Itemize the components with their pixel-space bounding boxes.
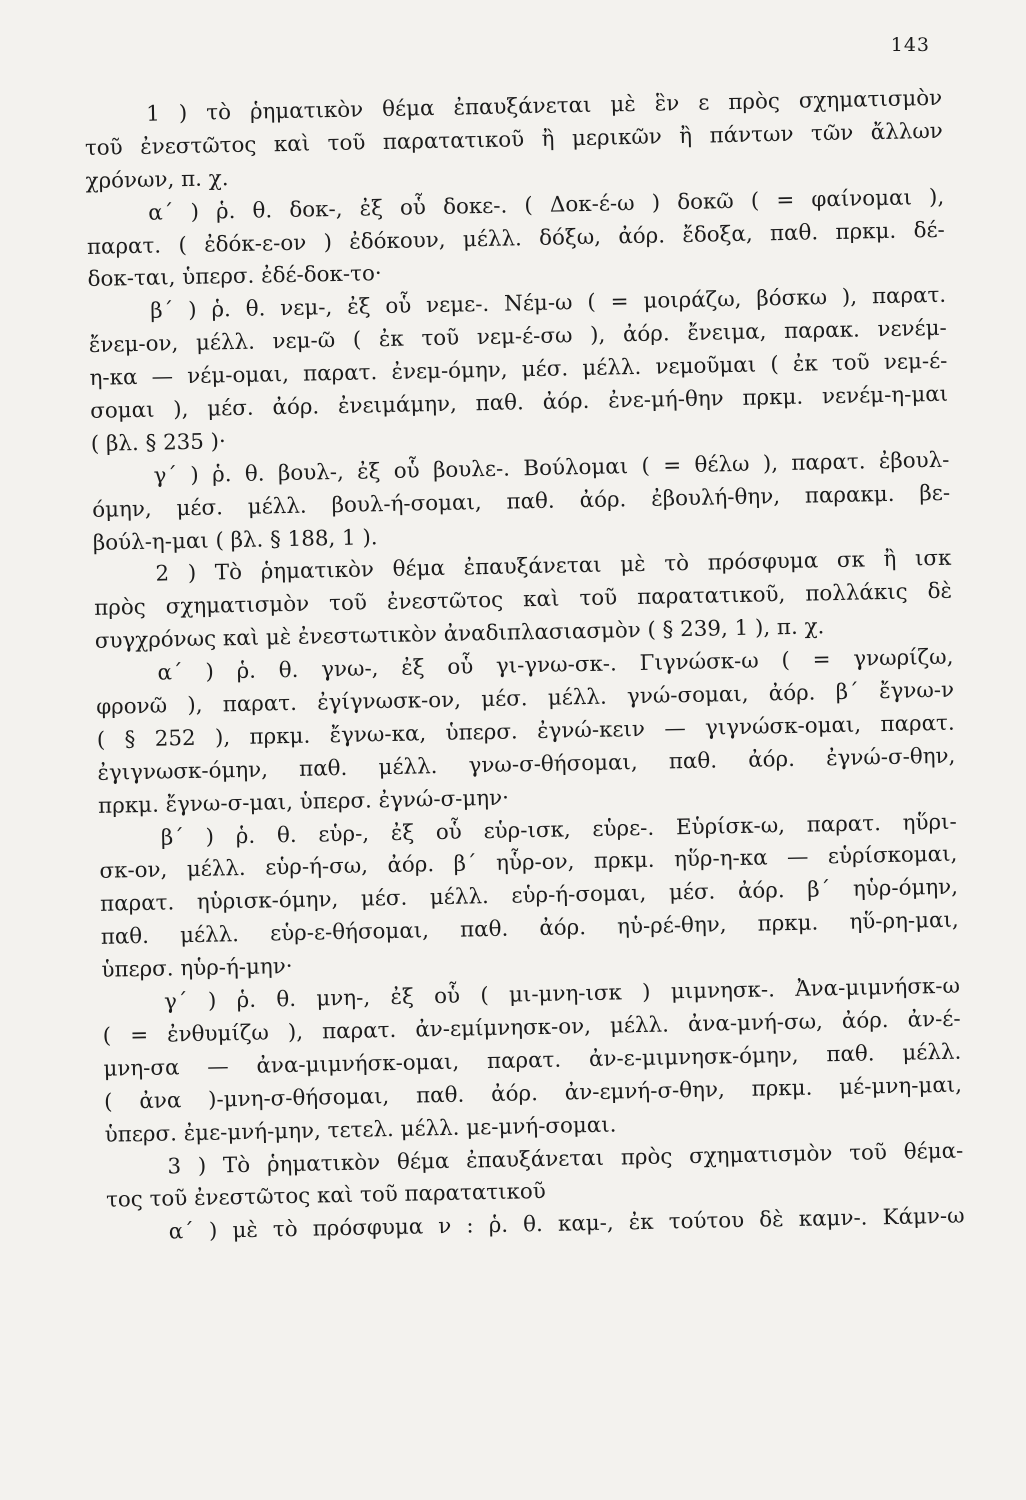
text-line: 2 ) Τὸ ῥηματικὸν θέμα ἐπαυξάνεται μὲ τὸ πρόσφυμα σκ ἢ ισκ — [155, 546, 952, 588]
text-line: χρόνων, π. χ. — [85, 165, 229, 194]
text-line: ἔνεμ-ον, μέλλ. νεμ-ῶ ( ἐκ τοῦ νεμ-έ-σω ), ἀόρ. ἔνειμα, παρακ. νενέμ- — [88, 315, 948, 359]
text-line: 1 ) τὸ ῥηματικὸν θέμα ἐπαυξάνεται μὲ ἓν ε πρὸς σχηματισμὸν — [146, 85, 943, 127]
text-line: όμην, μέσ. μέλλ. βουλ-ή-σομαι, παθ. ἀόρ. ἐβουλή-θην, παρακμ. βε- — [91, 480, 951, 523]
text-line: βούλ-η-μαι ( βλ. § 188, 1 ). — [92, 524, 378, 556]
text-line: ἐγιγνωσκ-όμην, παθ. μέλλ. γνω-σ-θήσομαι, παθ. ἀόρ. ἐγνώ-σ-θην, — [97, 743, 956, 786]
text-line: ( § 252 ), πρκμ. ἔγνω-κα, ὑπερσ. ἐγνώ-κειν — γιγνώσκ-ομαι, παρατ. — [96, 710, 955, 753]
text-line: γ΄ ) ῥ. θ. βουλ-, ἐξ οὗ βουλε-. Βούλομαι ( = θέλω ), παρατ. ἐβουλ- — [153, 447, 950, 489]
text-line: μνη-σα — ἀνα-μιμνήσκ-ομαι, παρατ. ἀν-ε-μιμνησκ-όμην, παθ. μέλλ. — [103, 1039, 962, 1082]
page-number: 143 — [890, 34, 930, 56]
text-line: α΄ ) ῥ. θ. γνω-, ἐξ οὗ γι-γνω-σκ-. Γιγνώσκ-ω ( = γνωρίζω, — [157, 644, 954, 686]
text-line: τος τοῦ ἐνεστῶτος καὶ τοῦ παρατατικοῦ — [105, 1179, 546, 1214]
text-line: η-κα — νέμ-ομαι, παρατ. ἐνεμ-όμην, μέσ. μέλλ. νεμοῦμαι ( ἐκ τοῦ νεμ-έ- — [89, 348, 948, 392]
text-line: α΄ ) ῥ. θ. δοκ-, ἐξ οὗ δοκε-. ( Δοκ-έ-ω ) δοκῶ ( = φαίνομαι ), — [148, 184, 945, 226]
text-line: ὑπερσ. ηὑρ-ή-μην· — [101, 954, 293, 983]
text-line: παθ. μέλλ. εὑρ-ε-θήσομαι, παθ. ἀόρ. ηὑ-ρέ-θην, πρκμ. ηὕ-ρη-μαι, — [100, 907, 959, 951]
text-line: β΄ ) ῥ. θ. νεμ-, ἐξ οὗ νεμε-. Νέμ-ω ( = μοιράζω, βόσκω ), παρατ. — [150, 283, 947, 325]
text-line: συγχρόνως καὶ μὲ ἐνεστωτικὸν ἀναδιπλασιασμὸν ( § 239, 1 ), π. χ. — [94, 614, 825, 655]
text-line: πρὸς σχηματισμὸν τοῦ ἐνεστῶτος καὶ τοῦ παρατατικοῦ, πολλάκις δὲ — [93, 579, 953, 622]
text-line: ( βλ. § 235 )· — [90, 429, 227, 457]
text-line: πρκμ. ἔγνω-σ-μαι, ὑπερσ. ἐγνώ-σ-μην· — [97, 785, 510, 819]
text-line: δοκ-ται, ὑπερσ. ἐδέ-δοκ-το· — [87, 261, 382, 293]
text-line: σκ-ον, μέλλ. εὑρ-ή-σω, ἀόρ. β΄ ηὗρ-ον, πρκμ. ηὕρ-η-κα — εὑρίσκομαι, — [99, 842, 958, 885]
body-text — [84, 83, 965, 1251]
text-line: σομαι ), μέσ. ἀόρ. ἐνειμάμην, παθ. ἀόρ. ἐνε-μή-θην πρκμ. νενέμ-η-μαι — [90, 381, 949, 424]
text-line: ( = ἐνθυμίζω ), παρατ. ἀν-εμίμνησκ-ον, μέλλ. ἀνα-μνή-σω, ἀόρ. ἀν-έ- — [102, 1006, 961, 1049]
text-line: φρονῶ ), παρατ. ἐγίγνωσκ-ον, μέσ. μέλλ. γνώ-σομαι, ἀόρ. β΄ ἔγνω-ν — [95, 677, 955, 720]
text-line: 3 ) Τὸ ῥηματικὸν θέμα ἐπαυξάνεται πρὸς σχηματισμὸν τοῦ θέμα- — [167, 1138, 964, 1180]
text-line: α΄ ) μὲ τὸ πρόσφυμα ν : ῥ. θ. καμ-, ἐκ τούτου δὲ καμν-. Κάμν-ω — [168, 1203, 965, 1245]
text-line: παρατ. ηὑρισκ-όμην, μέσ. μέλλ. εὑρ-ή-σομαι, μέσ. ἀόρ. β΄ ηὑρ-όμην, — [99, 874, 959, 918]
text-line: β΄ ) ῥ. θ. εὑρ-, ἐξ οὗ εὑρ-ισκ, εὑρε-. Εὑρίσκ-ω, παρατ. ηὕρι- — [160, 809, 957, 851]
text-line: ὑπερσ. ἐμε-μνή-μην, τετελ. μέλλ. με-μνή-σομαι. — [104, 1112, 617, 1148]
text-line: ( ἀνα )-μνη-σ-θήσομαι, παθ. ἀόρ. ἀν-εμνή-σ-θην, πρκμ. μέ-μνη-μαι, — [103, 1072, 963, 1115]
text-line: γ΄ ) ῥ. θ. μνη-, ἐξ οὗ ( μι-μνη-ισκ ) μιμνησκ-. Ἀνα-μιμνήσκ-ω — [163, 973, 961, 1015]
text-line: τοῦ ἐνεστῶτος καὶ τοῦ παρατατικοῦ ἢ μερικῶν ἢ πάντων τῶν ἄλλων — [84, 118, 944, 161]
text-line: παρατ. ( ἐδόκ-ε-ον ) ἐδόκουν, μέλλ. δόξω, ἀόρ. ἔδοξα, παθ. πρκμ. δέ- — [86, 217, 946, 260]
